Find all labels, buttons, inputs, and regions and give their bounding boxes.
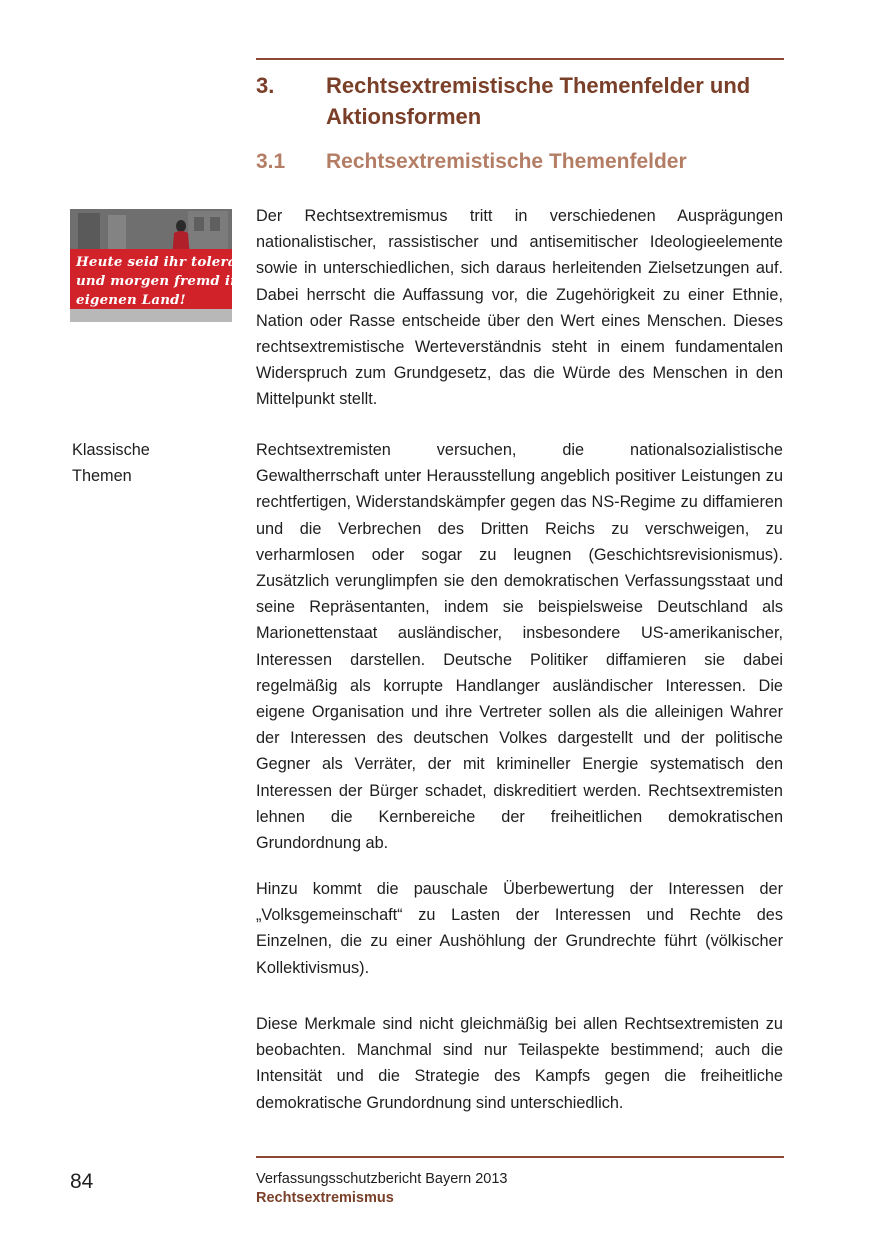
body-paragraph-4: Diese Merkmale sind nicht gleichmäßig bei allen Rechtsextremisten zu beobachten. Manchmal sind nur Teilaspekte bestimmend; auch die Intensität und die Strategie des Kampfs gegen die freiheitliche demokratische Grundordnung sind unterschiedlich.: [256, 1015, 783, 1112]
chapter-number: 3.: [256, 73, 275, 98]
page-number: 84: [70, 1170, 94, 1193]
margin-note: [72, 437, 150, 489]
banner-text-line-3: eigenen Land!: [76, 292, 186, 308]
section-title: Rechtsextremistische Themenfelder: [326, 150, 687, 173]
footer-section-name: Rechtsextremismus: [256, 1190, 394, 1206]
banner-text-line-1: Heute seid ihr tolerant: [76, 254, 253, 270]
body-paragraph-1: Der Rechtsextremismus tritt in verschiedenen Ausprägungen nationalistischer, rassistischer und antisemitischer Ideologieelemente sowie in unterschiedlichen, sich daraus herleitenden Zielsetzungen auf. Dabei herrscht die Auffassung vor, die Zugehörigkeit zu einer Ethnie, Nation oder Rasse entscheide über den Wert eines Menschen. Dieses rechtsextremistische Werteverständnis steht in einem fundamentalen Widerspruch zum Grundgesetz, das die Würde des Menschen in den Mittelpunkt stellt.: [256, 207, 783, 409]
chapter-title: Rechtsextremistische Themenfelder und Aktionsformen: [326, 73, 751, 129]
section-number: 3.1: [256, 150, 286, 173]
body-paragraph-2: Rechtsextremisten versuchen, die nationalsozialistische Gewaltherrschaft unter Herausstellung angeblich positiver Leistungen zu rechtfertigen, Widerstandskämpfer gegen das NS-Regime zu diffamieren und die Verbrechen des Dritten Reichs zu verschweigen, zu verharmlosen oder sogar zu leugnen (Geschichtsrevisionismus). Zusätzlich verunglimpfen sie den demokratischen Verfassungsstaat und seine Repräsentanten, indem sie beispielsweise Deutschland als Marionettenstaat ausländischer, insbesondere US-amerikanischer, Interessen darstellen. Deutsche Politiker diffamieren sie dabei regelmäßig als korrupte Handlanger ausländischer Interessen. Die eigene Organisation und ihre Vertreter sollen als die alleinigen Wahrer der Interessen des deutschen Volkes dargestellt und der politische Gegner als Verräter, der mit krimineller Energie systematisch den Interessen der Bürger schadet, diskreditiert werden. Rechtsextremisten lehnen die Kernbereiche der freiheitlichen demokratischen Grundordnung ab.: [256, 441, 783, 853]
margin-note-line-2: Themen: [72, 467, 132, 486]
margin-note-line-1: Klassische: [72, 441, 150, 459]
footer-rule: [256, 1156, 784, 1158]
header-rule: [256, 58, 784, 60]
footer-publication-title: Verfassungsschutzbericht Bayern 2013: [256, 1171, 508, 1187]
body-paragraph-3: Hinzu kommt die pauschale Überbewertung der Interessen der „Volksgemeinschaft“ zu Lasten der Interessen und Rechte des Einzelnen, die zu einer Aushöhlung der Grundrechte führt (völkischer Kollektivismus).: [256, 880, 783, 977]
banner-text-line-2: und morgen fremd im: [76, 273, 245, 289]
illustration-photo: [70, 209, 253, 322]
